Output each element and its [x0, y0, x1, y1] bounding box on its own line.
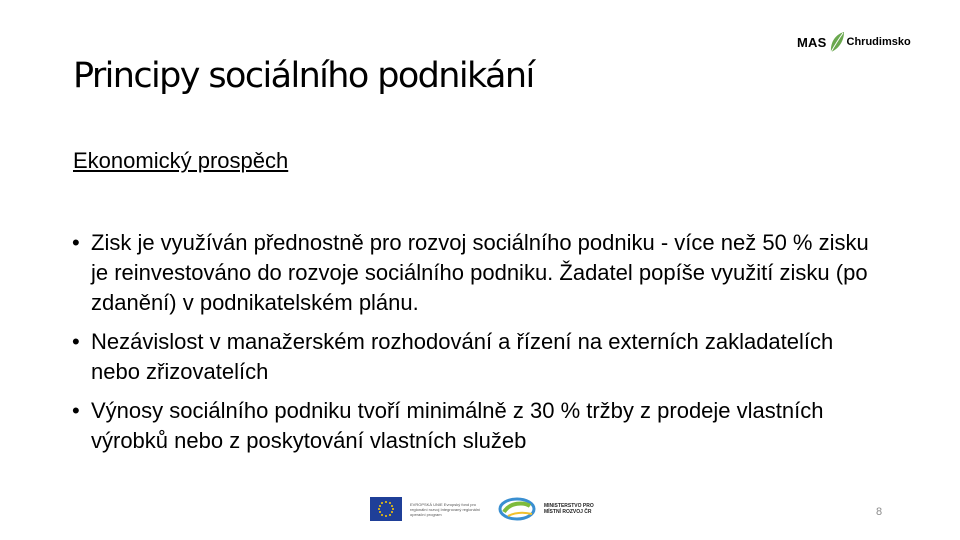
bullet-text: Zisk je využíván přednostně pro rozvoj sociálního podniku - více než 50 % zisku je reinvestováno do rozvoje sociálního podniku. Žadatel popíše využití zisku (po zdanění) v podnikatelském plánu. [91, 230, 869, 315]
slide-title: Principy sociálního podnikání [73, 56, 534, 96]
eu-flag-icon [370, 497, 402, 521]
bullet-symbol: • [72, 329, 80, 354]
eu-logo-text: EVROPSKÁ UNIE Evropský fond pro regionální rozvoj Integrovaný regionální operační program [410, 501, 481, 517]
mas-chrudimsko-logo [797, 26, 917, 58]
bullet-item [72, 327, 872, 387]
bullet-text: Výnosy sociálního podniku tvoří minimálně z 30 % tržby z prodeje vlastních výrobků nebo z poskytování vlastních služeb [91, 398, 824, 453]
footer-logos [370, 496, 604, 522]
bullet-symbol: • [72, 398, 80, 423]
bullet-list [72, 228, 872, 465]
bullet-symbol: • [72, 230, 80, 255]
leaf-icon [828, 30, 846, 54]
logo-name-text: Chrudimsko [846, 36, 911, 48]
bullet-item [72, 228, 872, 318]
ministry-logo-text: MINISTERSTVO PRO MÍSTNÍ ROZVOJ ČR [544, 503, 594, 515]
page-number: 8 [876, 506, 883, 518]
logo-mas-text: MAS [797, 34, 827, 50]
mmr-logo-icon [498, 496, 536, 522]
bullet-item [72, 396, 872, 456]
slide-subtitle: Ekonomický prospěch [73, 148, 289, 173]
bullet-text: Nezávislost v manažerském rozhodování a řízení na externích zakladatelích nebo zřizovatelích [91, 329, 834, 384]
